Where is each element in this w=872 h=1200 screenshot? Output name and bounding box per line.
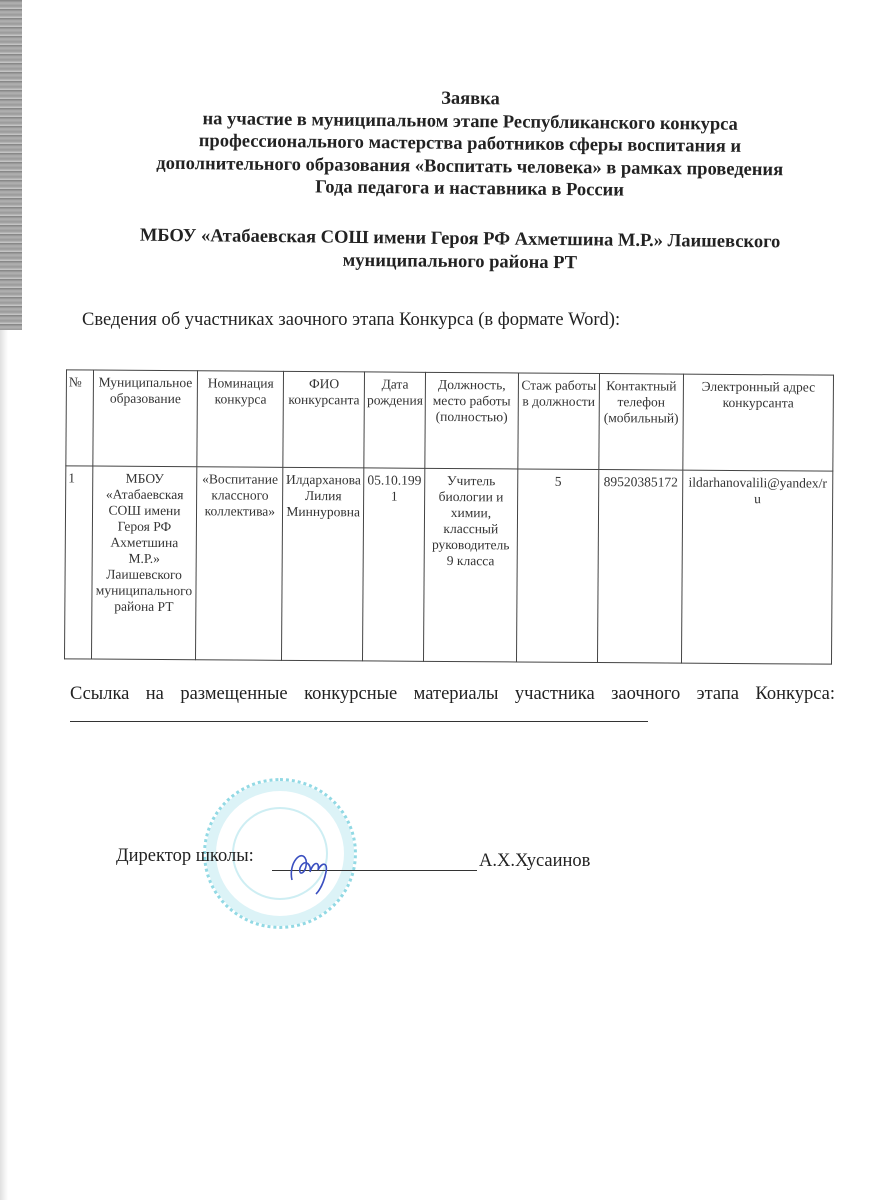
title-line: Года педагога и наставника в России [315, 177, 625, 201]
school-line: муниципального района РТ [342, 250, 578, 274]
document-title [99, 84, 840, 204]
scan-edge-shadow [0, 330, 8, 1200]
table-cell: 5 [516, 469, 599, 663]
table-cell: 89520385172 [598, 470, 683, 664]
title-line: Заявка [441, 88, 500, 110]
school-name [90, 224, 830, 278]
header-cell: Дата рождения [364, 372, 426, 468]
handwritten-signature [280, 838, 350, 898]
table-cell: 1 [65, 466, 93, 659]
title-line: профессионального мастерства работников сферы воспитания и [198, 131, 742, 157]
header-cell: Номинация конкурса [197, 371, 283, 468]
header-cell: Должность, место работы (полностью) [425, 372, 518, 469]
materials-link-blank [70, 705, 648, 722]
title-line: дополнительного образования «Воспитать человека» в рамках проведения [156, 153, 784, 180]
school-line: МБОУ «Атабаевская СОШ имени Героя РФ Ахметшина М.Р.» Лаишевского [139, 225, 781, 253]
table-cell: «Воспитание классного коллектива» [196, 467, 283, 661]
title-line: на участие в муниципальном этапе Республиканского конкурса [202, 108, 738, 135]
table-cell: Учитель биологии и химии, классный руководитель 9 класса [424, 468, 518, 662]
info-heading: Сведения об участниках заочного этапа Конкурса (в формате Word): [82, 310, 621, 330]
table-header-row [66, 370, 834, 471]
header-cell: № [66, 370, 93, 466]
header-cell: Стаж работы в должности [518, 373, 600, 470]
director-name: А.Х.Хусаинов [479, 851, 591, 871]
table-cell: 05.10.1991 [363, 468, 425, 661]
header-cell: Муниципальное образование [92, 370, 198, 467]
table-cell: ildarhanovalili@yandex/ru [681, 470, 832, 664]
director-label: Директор школы: [116, 846, 254, 866]
header-cell: Электронный адрес конкурсанта [683, 374, 834, 471]
participants-table [64, 369, 834, 664]
materials-link-paragraph [70, 683, 835, 728]
materials-link-label: Ссылка на размещенные конкурсные материалы участника заочного этапа Конкурса: [70, 684, 835, 704]
header-cell: Контактный телефон (мобильный) [599, 374, 683, 471]
table-row [65, 466, 833, 664]
header-cell: ФИО конкурсанта [283, 371, 365, 468]
scan-edge-artifact [0, 0, 22, 330]
table-cell: Илдарханова Лилия Миннуровна [282, 467, 364, 661]
table-cell: МБОУ «Атабаевская СОШ имени Героя РФ Ахметшина М.Р.» Лаишевского муниципального района РТ [91, 466, 197, 660]
